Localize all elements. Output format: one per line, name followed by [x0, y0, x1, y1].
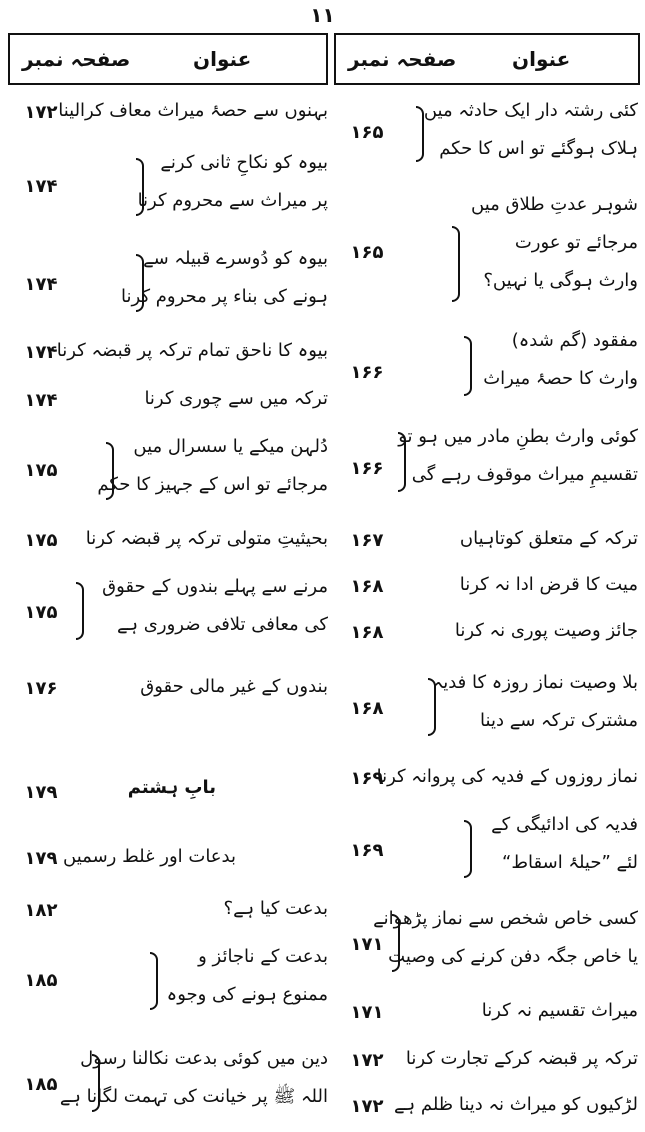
entry-title-line: وارث کا حصۂ میراث — [483, 368, 638, 389]
toc-entry — [336, 186, 638, 314]
toc-entry — [336, 992, 638, 1032]
entry-title-line: مشترک ترکہ سے دینا — [480, 710, 638, 731]
toc-entry — [336, 418, 638, 508]
entry-page-number: ۱۶۸ — [350, 622, 384, 643]
entry-page-number: ۱۷۱ — [350, 1002, 384, 1023]
toc-entry — [10, 332, 328, 372]
entry-title-line: پر میراث سے محروم کرنا — [137, 190, 328, 211]
toc-entry — [336, 1040, 638, 1080]
entry-title: ترکہ میں سے چوری کرنا — [144, 388, 328, 409]
entry-page-number: ۱۷۲ — [350, 1050, 384, 1071]
entry-title: بندوں کے غیر مالی حقوق — [140, 676, 328, 697]
entry-page-number: ۱۶۷ — [350, 530, 384, 551]
entry-title-line: بدعت کے ناجائز و — [198, 946, 328, 967]
toc-entry — [336, 520, 638, 560]
toc-entry — [10, 1040, 328, 1128]
entry-page-number: ۱۷۶ — [24, 678, 58, 699]
toc-entry — [10, 520, 328, 560]
entry-title-line: کوئی وارث بطنِ مادر میں ہو تو — [398, 426, 638, 447]
entry-title-line: مرجائے تو عورت — [514, 232, 638, 253]
toc-entry — [10, 938, 328, 1026]
entry-page-number: ۱۸۲ — [24, 900, 58, 921]
toc-entry — [336, 566, 638, 606]
page-number: ۱۱ — [310, 3, 335, 27]
entry-page-number: ۱۶۸ — [350, 576, 384, 597]
left-column-header — [8, 33, 328, 85]
chapter-heading-entry — [10, 762, 328, 814]
toc-entry — [336, 1086, 638, 1126]
entry-page-number: ۱۷۴ — [24, 390, 58, 411]
toc-entry — [336, 612, 638, 652]
entry-title-line: کی معافی تلافی ضروری ہے — [116, 614, 328, 635]
toc-entry — [10, 428, 328, 516]
entry-page-number: ۱۷۹ — [24, 848, 58, 869]
entry-title-line: مرنے سے پہلے بندوں کے حقوق — [102, 576, 328, 597]
entry-title: بیوہ کا ناحق تمام ترکہ پر قبضہ کرنا — [56, 340, 328, 361]
brace — [150, 952, 158, 1010]
toc-entry — [336, 806, 638, 894]
entry-page-number: ۱۶۶ — [350, 458, 384, 479]
entry-page-number: ۱۷۲ — [350, 1096, 384, 1117]
toc-entry — [10, 144, 328, 232]
entry-title-line: لئے ”حیلۂ اسقاط“ — [502, 852, 638, 873]
entry-title-line: ممنوع ہونے کی وجوہ — [166, 984, 328, 1005]
entry-title: میراث تقسیم نہ کرنا — [481, 1000, 638, 1021]
entry-page-number: ۱۶۹ — [350, 840, 384, 861]
entry-title-line: بیوہ کو دُوسرے قبیلہ سے — [143, 248, 328, 269]
page-column-label: صفحہ نمبر — [348, 47, 457, 71]
entry-title: میت کا قرض ادا نہ کرنا — [459, 574, 638, 595]
entry-page-number: ۱۸۵ — [24, 970, 58, 991]
entry-page-number: ۱۶۸ — [350, 698, 384, 719]
entry-title-line: شوہر عدتِ طلاق میں — [471, 194, 638, 215]
entry-title-line: فدیہ کی ادائیگی کے — [491, 814, 638, 835]
toc-entry — [10, 380, 328, 420]
toc-entry — [336, 900, 638, 988]
entry-title-line: دین میں کوئی بدعت نکالنا رسول — [80, 1048, 328, 1069]
toc-entry — [336, 322, 638, 412]
toc-entry — [336, 758, 638, 798]
entry-title: ترکہ پر قبضہ کرکے تجارت کرنا — [405, 1048, 638, 1069]
entry-title-line: کسی خاص شخص سے نماز پڑھوانے — [373, 908, 638, 929]
entry-page-number: ۱۷۵ — [24, 602, 58, 623]
entry-title: بدعت کیا ہے؟ — [223, 898, 328, 919]
entry-page-number: ۱۸۵ — [24, 1074, 58, 1095]
brace — [464, 820, 472, 878]
toc-entry — [336, 664, 638, 752]
toc-entry — [336, 92, 638, 178]
toc-entry — [10, 92, 328, 132]
toc-entry — [10, 568, 328, 656]
entry-page-number: ۱۷۴ — [24, 176, 58, 197]
chapter-heading: بابِ ہشتم — [127, 777, 216, 798]
topic-column-label: عنوان — [193, 47, 252, 71]
brace — [416, 106, 424, 162]
entry-title-line: ہلاک ہوگئے تو اس کا حکم — [439, 138, 638, 159]
toc-entry — [10, 890, 328, 930]
entry-page-number: ۱۶۵ — [350, 242, 384, 263]
entry-title-line: ہونے کی بناء پر محروم کرنا — [121, 286, 328, 307]
right-column-header — [334, 33, 640, 85]
entry-page-number: ۱۷۵ — [24, 460, 58, 481]
entry-title: ترکہ کے متعلق کوتاہیاں — [459, 528, 638, 549]
entry-title-line: وارث ہوگی یا نہیں؟ — [483, 270, 638, 291]
entry-title: نماز روزوں کے فدیہ کی پروانہ کرنا — [376, 766, 638, 787]
entry-page-number: ۱۷۹ — [24, 782, 58, 803]
entry-title-line: تقسیمِ میراث موقوف رہے گی — [411, 464, 638, 485]
entry-title: بدعات اور غلط رسمیں — [63, 846, 236, 867]
entry-title-line: مرجائے تو اس کے جہیز کا حکم — [97, 474, 328, 495]
entry-title: جائز وصیت پوری نہ کرنا — [454, 620, 638, 641]
entry-title-line: بلا وصیت نماز روزہ کا فدیہ — [432, 672, 638, 693]
entry-title: بحیثیتِ متولی ترکہ پر قبضہ کرنا — [85, 528, 328, 549]
entry-page-number: ۱۷۲ — [24, 102, 58, 123]
entry-title-line: اللہ ﷺ پر خیانت کی تہمت لگانا ہے — [59, 1086, 328, 1107]
brace — [452, 226, 460, 302]
topic-column-label: عنوان — [512, 47, 571, 71]
entry-page-number: ۱۷۱ — [350, 934, 384, 955]
page-column-label: صفحہ نمبر — [22, 47, 131, 71]
entry-title-line: یا خاص جگہ دفن کرنے کی وصیت — [388, 946, 638, 967]
toc-entry — [10, 240, 328, 328]
entry-title-line: مفقود (گم شدہ) — [511, 330, 638, 351]
entry-title: بہنوں سے حصۂ میراث معاف کرالینا — [58, 100, 328, 121]
entry-page-number: ۱۶۶ — [350, 362, 384, 383]
entry-title: لڑکیوں کو میراث نہ دینا ظلم ہے — [394, 1094, 638, 1115]
entry-page-number: ۱۷۴ — [24, 342, 58, 363]
entry-page-number: ۱۶۹ — [350, 768, 384, 789]
entry-title-line: دُلہن میکے یا سسرال میں — [133, 436, 328, 457]
toc-entry — [10, 838, 328, 878]
entry-page-number: ۱۷۵ — [24, 530, 58, 551]
entry-page-number: ۱۶۵ — [350, 122, 384, 143]
brace — [76, 582, 84, 640]
toc-entry — [10, 668, 328, 708]
entry-title-line: بیوہ کو نکاحِ ثانی کرنے — [160, 152, 328, 173]
entry-title-line: کئی رشتہ دار ایک حادثہ میں — [423, 100, 638, 121]
entry-page-number: ۱۷۴ — [24, 274, 58, 295]
brace — [464, 336, 472, 396]
